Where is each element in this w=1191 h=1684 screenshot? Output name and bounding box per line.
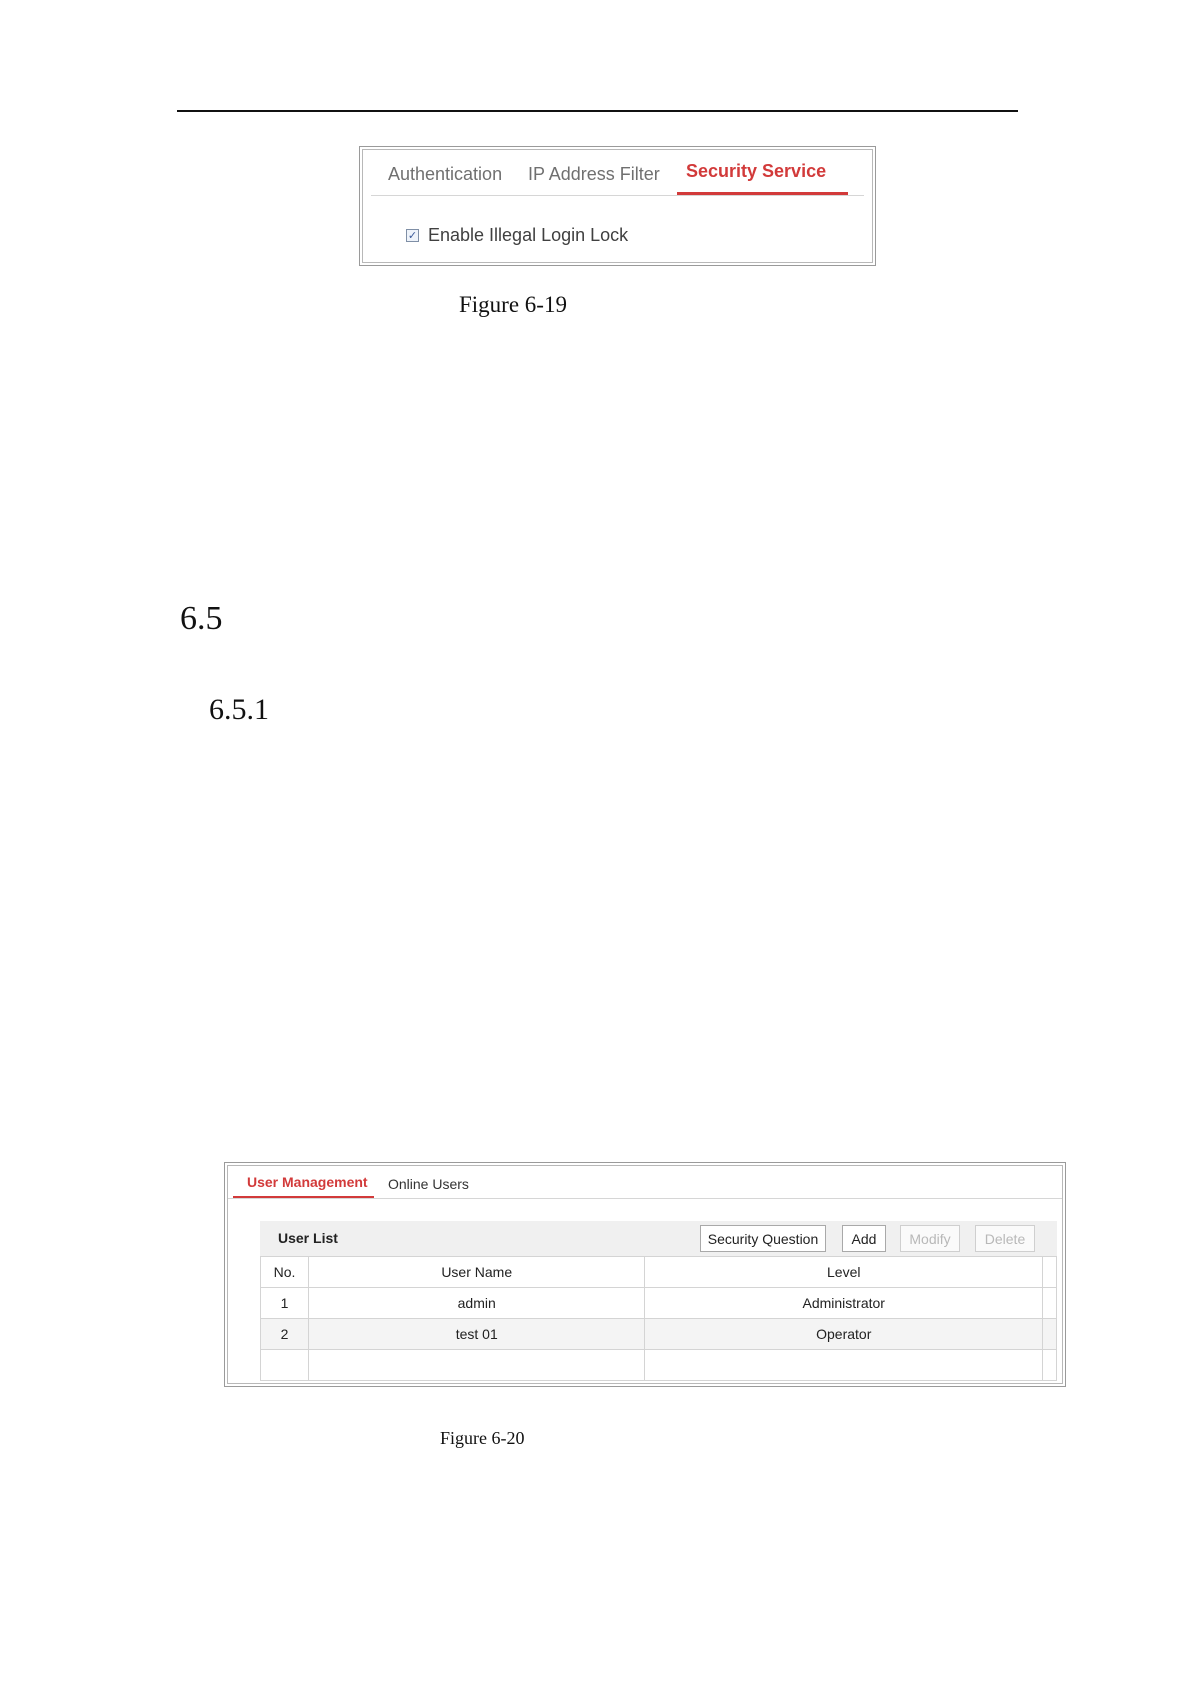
scrollbar-gutter xyxy=(1043,1319,1057,1350)
empty-cell xyxy=(261,1350,309,1381)
security-tab-bar xyxy=(371,150,864,196)
table-header-row xyxy=(261,1257,1057,1288)
table-row[interactable] xyxy=(261,1319,1057,1350)
cell-no: 2 xyxy=(261,1319,309,1350)
table-row[interactable] xyxy=(261,1288,1057,1319)
user-list-title: User List xyxy=(278,1230,338,1246)
cell-no: 1 xyxy=(261,1288,309,1319)
panel-frame xyxy=(227,1165,1063,1384)
section-heading: 6.5 xyxy=(180,600,223,637)
scrollbar-gutter xyxy=(1043,1257,1057,1288)
cell-user-name: test 01 xyxy=(308,1319,645,1350)
checkmark-icon: ✓ xyxy=(407,230,418,242)
scrollbar-gutter xyxy=(1043,1350,1057,1381)
illegal-login-lock-row xyxy=(406,225,628,246)
figure-6-19-caption: Figure 6-19 xyxy=(459,292,567,317)
delete-user-button[interactable]: Delete xyxy=(975,1225,1035,1252)
empty-cell xyxy=(645,1350,1043,1381)
scrollbar-gutter xyxy=(1043,1288,1057,1319)
column-header-user-name: User Name xyxy=(308,1257,645,1288)
security-question-button[interactable]: Security Question xyxy=(700,1225,826,1252)
user-list-table xyxy=(260,1256,1057,1381)
active-tab-underline xyxy=(233,1196,374,1198)
cell-level: Administrator xyxy=(645,1288,1043,1319)
cell-user-name: admin xyxy=(308,1288,645,1319)
security-service-panel xyxy=(359,146,876,266)
user-tab-bar xyxy=(228,1166,1062,1199)
user-list-toolbar xyxy=(260,1221,1057,1256)
add-user-button[interactable]: Add xyxy=(842,1225,886,1252)
active-tab-underline xyxy=(677,192,848,195)
empty-cell xyxy=(308,1350,645,1381)
illegal-login-lock-label: Enable Illegal Login Lock xyxy=(428,225,629,245)
header-rule xyxy=(177,110,1018,112)
tab-user-management[interactable]: User Management xyxy=(247,1174,368,1190)
panel-frame xyxy=(362,149,873,263)
figure-6-20-caption: Figure 6-20 xyxy=(440,1428,525,1448)
tab-ip-address-filter[interactable]: IP Address Filter xyxy=(528,164,660,184)
column-header-no: No. xyxy=(261,1257,309,1288)
subsection-heading: 6.5.1 xyxy=(209,693,269,726)
modify-user-button[interactable]: Modify xyxy=(900,1225,960,1252)
tab-security-service[interactable]: Security Service xyxy=(686,161,827,181)
column-header-level: Level xyxy=(645,1257,1043,1288)
tab-online-users[interactable]: Online Users xyxy=(388,1176,469,1192)
cell-level: Operator xyxy=(645,1319,1043,1350)
illegal-login-lock-checkbox[interactable] xyxy=(406,229,419,242)
user-management-panel xyxy=(224,1162,1066,1387)
empty-table-row xyxy=(261,1350,1057,1381)
tab-authentication[interactable]: Authentication xyxy=(388,164,503,184)
